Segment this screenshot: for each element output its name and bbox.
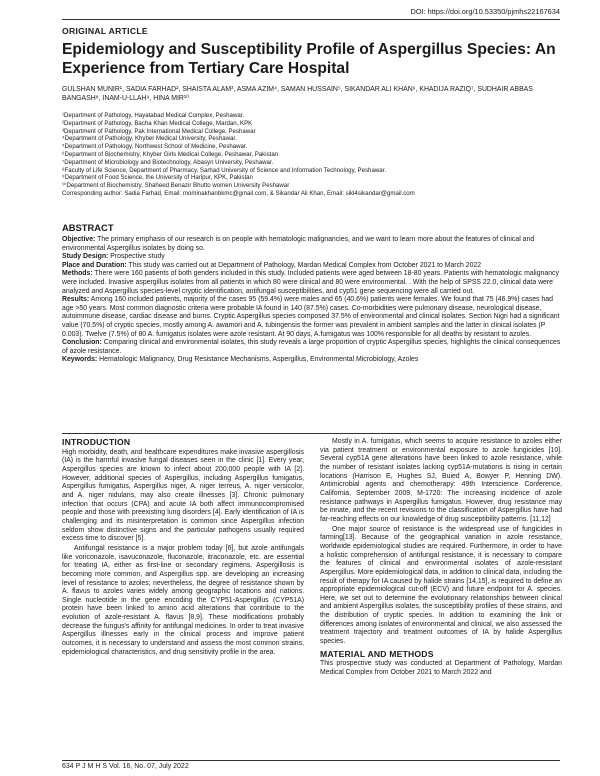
affiliation-3: ³Department of Pathology, Pak International Medical College, Peshawar — [62, 127, 256, 135]
affiliation-9: ⁹Department of Food Science, the University of Haripur, KPK, Pakistan — [62, 174, 253, 182]
intro-paragraph-4: One major source of resistance is the widespread use of fungicides in farming[13]. Because of the geographical variation in azole resistance, worldwide epidemiological studies are required. Furthermore, in order to have a holistic comprehension of antifungal resistance, it is necessary to compare the features of clinical and environmental isolates of azole-resistant Aspergillus. More epidemiological data, in addition to clinical data, including the result of therapy for IA caused by halide strains [14,15], is required to define an appropriate epidemiological cut-off (ECV) and future endpoint for A. species. Here, we set out to determine the evolutionary relationships between clinical and ambient Aspergillus isolates, the susceptibility profiles of these strains, and the distribution of cryptic species. In addition to examining the link or differences among isolates of environmental and clinical, we also assessed the treatment trajectory and treatment outcomes of IA by halide Aspergillus species. — [320, 525, 562, 646]
affiliation-1: ¹Department of Pathology, Hayatabad Medical Complex, Peshawar. — [62, 112, 245, 119]
abstract-methods — [62, 270, 562, 296]
design-label: Study Design: — [62, 253, 109, 261]
introduction-heading: INTRODUCTION — [62, 437, 131, 447]
left-column — [62, 438, 304, 658]
abstract-conclusion — [62, 339, 562, 356]
doi-link[interactable]: DOI: https://doi.org/10.53350/pjmhs22167634 — [410, 7, 560, 16]
place-text: This study was carried out at Department of Pathology, Mardan Medical Complex from October 2021 to March 2022 — [128, 261, 482, 269]
design-text: Prospective study — [110, 253, 165, 261]
abstract-heading: ABSTRACT — [62, 222, 114, 233]
methods-heading: MATERIAL AND METHODS — [320, 648, 434, 659]
affiliation-2: ²Department of Pathology, Bacha Khan Medical College, Mardan, KPK — [62, 119, 253, 127]
affiliation-8: ⁸Faculty of Life Science, Department of Pharmacy, Sarhad University of Science and Information Technology, Peshawar. — [62, 166, 387, 174]
abstract-objective — [62, 236, 562, 253]
author-list: GULSHAN MUNIR¹, SADIA FARHAD², SHAISTA ALAM³, ASMA AZIM⁴, SAMAN HUSSAIN⁵, SIKANDAR ALI KHAN⁶, KHADIJA RAZIQ⁷, SUDHAIR ABBAS BANGASH⁸, INAM-U-LLAH⁹, HINA MIR¹⁰ — [62, 86, 533, 102]
abstract-place — [62, 262, 562, 271]
results-label: Results: — [62, 296, 90, 304]
footer-rule — [62, 760, 560, 761]
keywords-label: Keywords: — [62, 356, 98, 364]
page-footer: 634 P J M H S Vol. 16, No. 07, July 2022 — [62, 763, 189, 770]
intro-paragraph-1: High morbidity, death, and healthcare expenditures make invasive aspergillosis (IA) is the harmful invasive fungal diseases seen in the clinic [1]. Every year, Aspergillus species are known to infect about 200,000 people with IA [2]. However, additional species of Aspergillus, including Aspergillus fumigatus, Aspergillus fumigatus, Aspergillus niger, A. niger terreus, A. niger versicolor, and A. niger nidulans, may also create illnesses [3]. Chronic pulmonary infection that occurs (CPA) and acute IA both affect immunocompromised people and those with preexisting lung disorders [4]. Early identification of IA is challenging and its misinterpretation is common since Aspergillus infection seldom show distinctive signs and the particular pathogens usually required excess time to discover [5]. — [62, 448, 304, 543]
corresponding-author: Corresponding author: Sadia Farhad, Email: mominakhanbkmc@gmail.com, & Sikandar Ali Khan, Email: sikl4sikandar@gmail.com — [62, 189, 415, 197]
abstract-body — [62, 236, 562, 365]
article-type: ORIGINAL ARTICLE — [62, 26, 148, 36]
abstract-results — [62, 296, 562, 339]
methods-label: Methods: — [62, 270, 93, 278]
abstract-keywords — [62, 356, 562, 365]
affiliations — [62, 112, 562, 198]
objective-text: The primary emphasis of our research is on people with hematologic malignancies, and we want to learn more about the features of clinical and environmental Aspergillus isolates by doing so. — [62, 236, 535, 252]
article-title: Epidemiology and Susceptibility Profile of Aspergillus Species: An Experience from Tertiary Care Hospital — [62, 41, 556, 77]
objective-label: Objective: — [62, 236, 96, 243]
methods-text: There were 160 patients of both genders included in this study. Included patients were aged between 18-80 years. Patients with hematologic malignancy were included. Invasive aspergillus isolates from all patients in which 80 were clinical and 80 were environmental. . With the help of SPSS 22.0, clinical data were analyzed and Aspergillus species-level cryptic identification, antifungal susceptibilities, and cyp51 gene sequencing were all carried out. — [62, 270, 559, 295]
section-rule — [62, 433, 560, 434]
affiliation-6: ⁶Department of Biochemistry, Khyber Girls Medical College, Peshawar, Pakistan — [62, 150, 279, 158]
affiliation-5: ⁵Department of Pathology, Northwest School of Medicine, Peshawar. — [62, 143, 248, 151]
conclusion-label: Conclusion: — [62, 339, 102, 347]
methods-paragraph-1: This prospective study was conducted at Department of Pathology, Mardan Medical Complex from October 2021 to March 2022 and — [320, 660, 562, 677]
results-text: Among 160 included patients, majority of the cases 95 (59.4%) were males and 65 (40.6%) patients were females. We found that 75 (46.9%) cases had age >50 years. Most common diagnostic criteria were probable IA found in 140 (87.5%) cases. Co-morbidities were pulmonary disease, neurological disease, autoimmune disease, cardiac disease and burns. Cryptic Aspergillus species composed 37.5% of environmental and clinical isolates. Section Nigri had a significant value (70.5%) of cryptic species, mostly among A. awamori and A. tubingensis the former was prevalent in ambient samples and the latter in clinical isolates (P 0.003). Twelve (7.5%) of 80 A. fumigatus isolates were azole resistant. At 90 days, A.fumigatus was 100% responsible for all deaths by resistant to azoles. — [62, 296, 560, 338]
intro-paragraph-2: Antifungal resistance is a major problem today [6], but azole antifungals like voriconazole, isavuconazole, fluconazole, itraconazole, etc. are essential for treating IA, either as first-line or secondary regimens. Aspergillosis is becoming more common, and Aspergillus spp. are developing an increasing level of resistance to azoles; nevertheless, the degree of resistance shown by A. flavus to azoles varies widely among geographic locations and nations. Single nucleotide in the gene encoding the CYP51-Aspergillus (CYP51A) protein have been linked to amino acid alterations that contribute to the evolution of azole-resistant A. flavus [8,9]. These modifications probably decrease the fungus's affinity for antifungal medicines. In order to treat invasive Aspergillus illnesses early in the clinical process and improve patient outcomes, it is necessary to understand and assess the most common strains, epidemiological characteristics, and drug sensitivity profile in the area. — [62, 544, 304, 656]
keywords-text: Hematologic Malignancy, Drug Resistance Mechanisms, Aspergillus, Environmental Microbiology, Azoles — [99, 356, 419, 364]
affiliation-7: ⁷Department of Microbiology and Biotechnology, Abasyn University, Peshawar. — [62, 158, 274, 166]
affiliation-10: ¹⁰Department of Biochemistry, Shaheed Benazir Bhutto women University Peshawar — [62, 182, 290, 190]
header-rule — [62, 19, 560, 20]
right-column — [320, 438, 562, 679]
intro-paragraph-3: Mostly in A. fumigatus, which seems to acquire resistance to azoles either via patient treatment or environmental exposure to azole fungicides [10]. Several cyp51A gene alterations have been linked to azole resistance, while the number of resistant isolates lacking cyp51A-mutations is rising in certain locations (Harrison E, Hughes SJ, Buied A, Bowyer P, Henning DW). Antimicrobial agents and chemotherapy: 49th Interscience Conference, California, September 2009, M-1720: The increasing incidence of azole resistance pathways in Aspergillus fumigatus. However, drug resistance may be innate, and the recent revisions to the classification of Aspergillus have had far-reaching effects on our knowledge of drug susceptibility patterns. [11,12] — [320, 438, 562, 523]
abstract-design — [62, 253, 562, 262]
affiliation-4: ⁴Department of Pathology, Khyber Medical University, Peshawar. — [62, 135, 237, 143]
place-label: Place and Duration: — [62, 261, 127, 269]
conclusion-text: Comparing clinical and environmental isolates, this study reveals a large proportion of cryptic Aspergillus species, highlights the clinical consequences of azole resistance. — [62, 339, 561, 355]
